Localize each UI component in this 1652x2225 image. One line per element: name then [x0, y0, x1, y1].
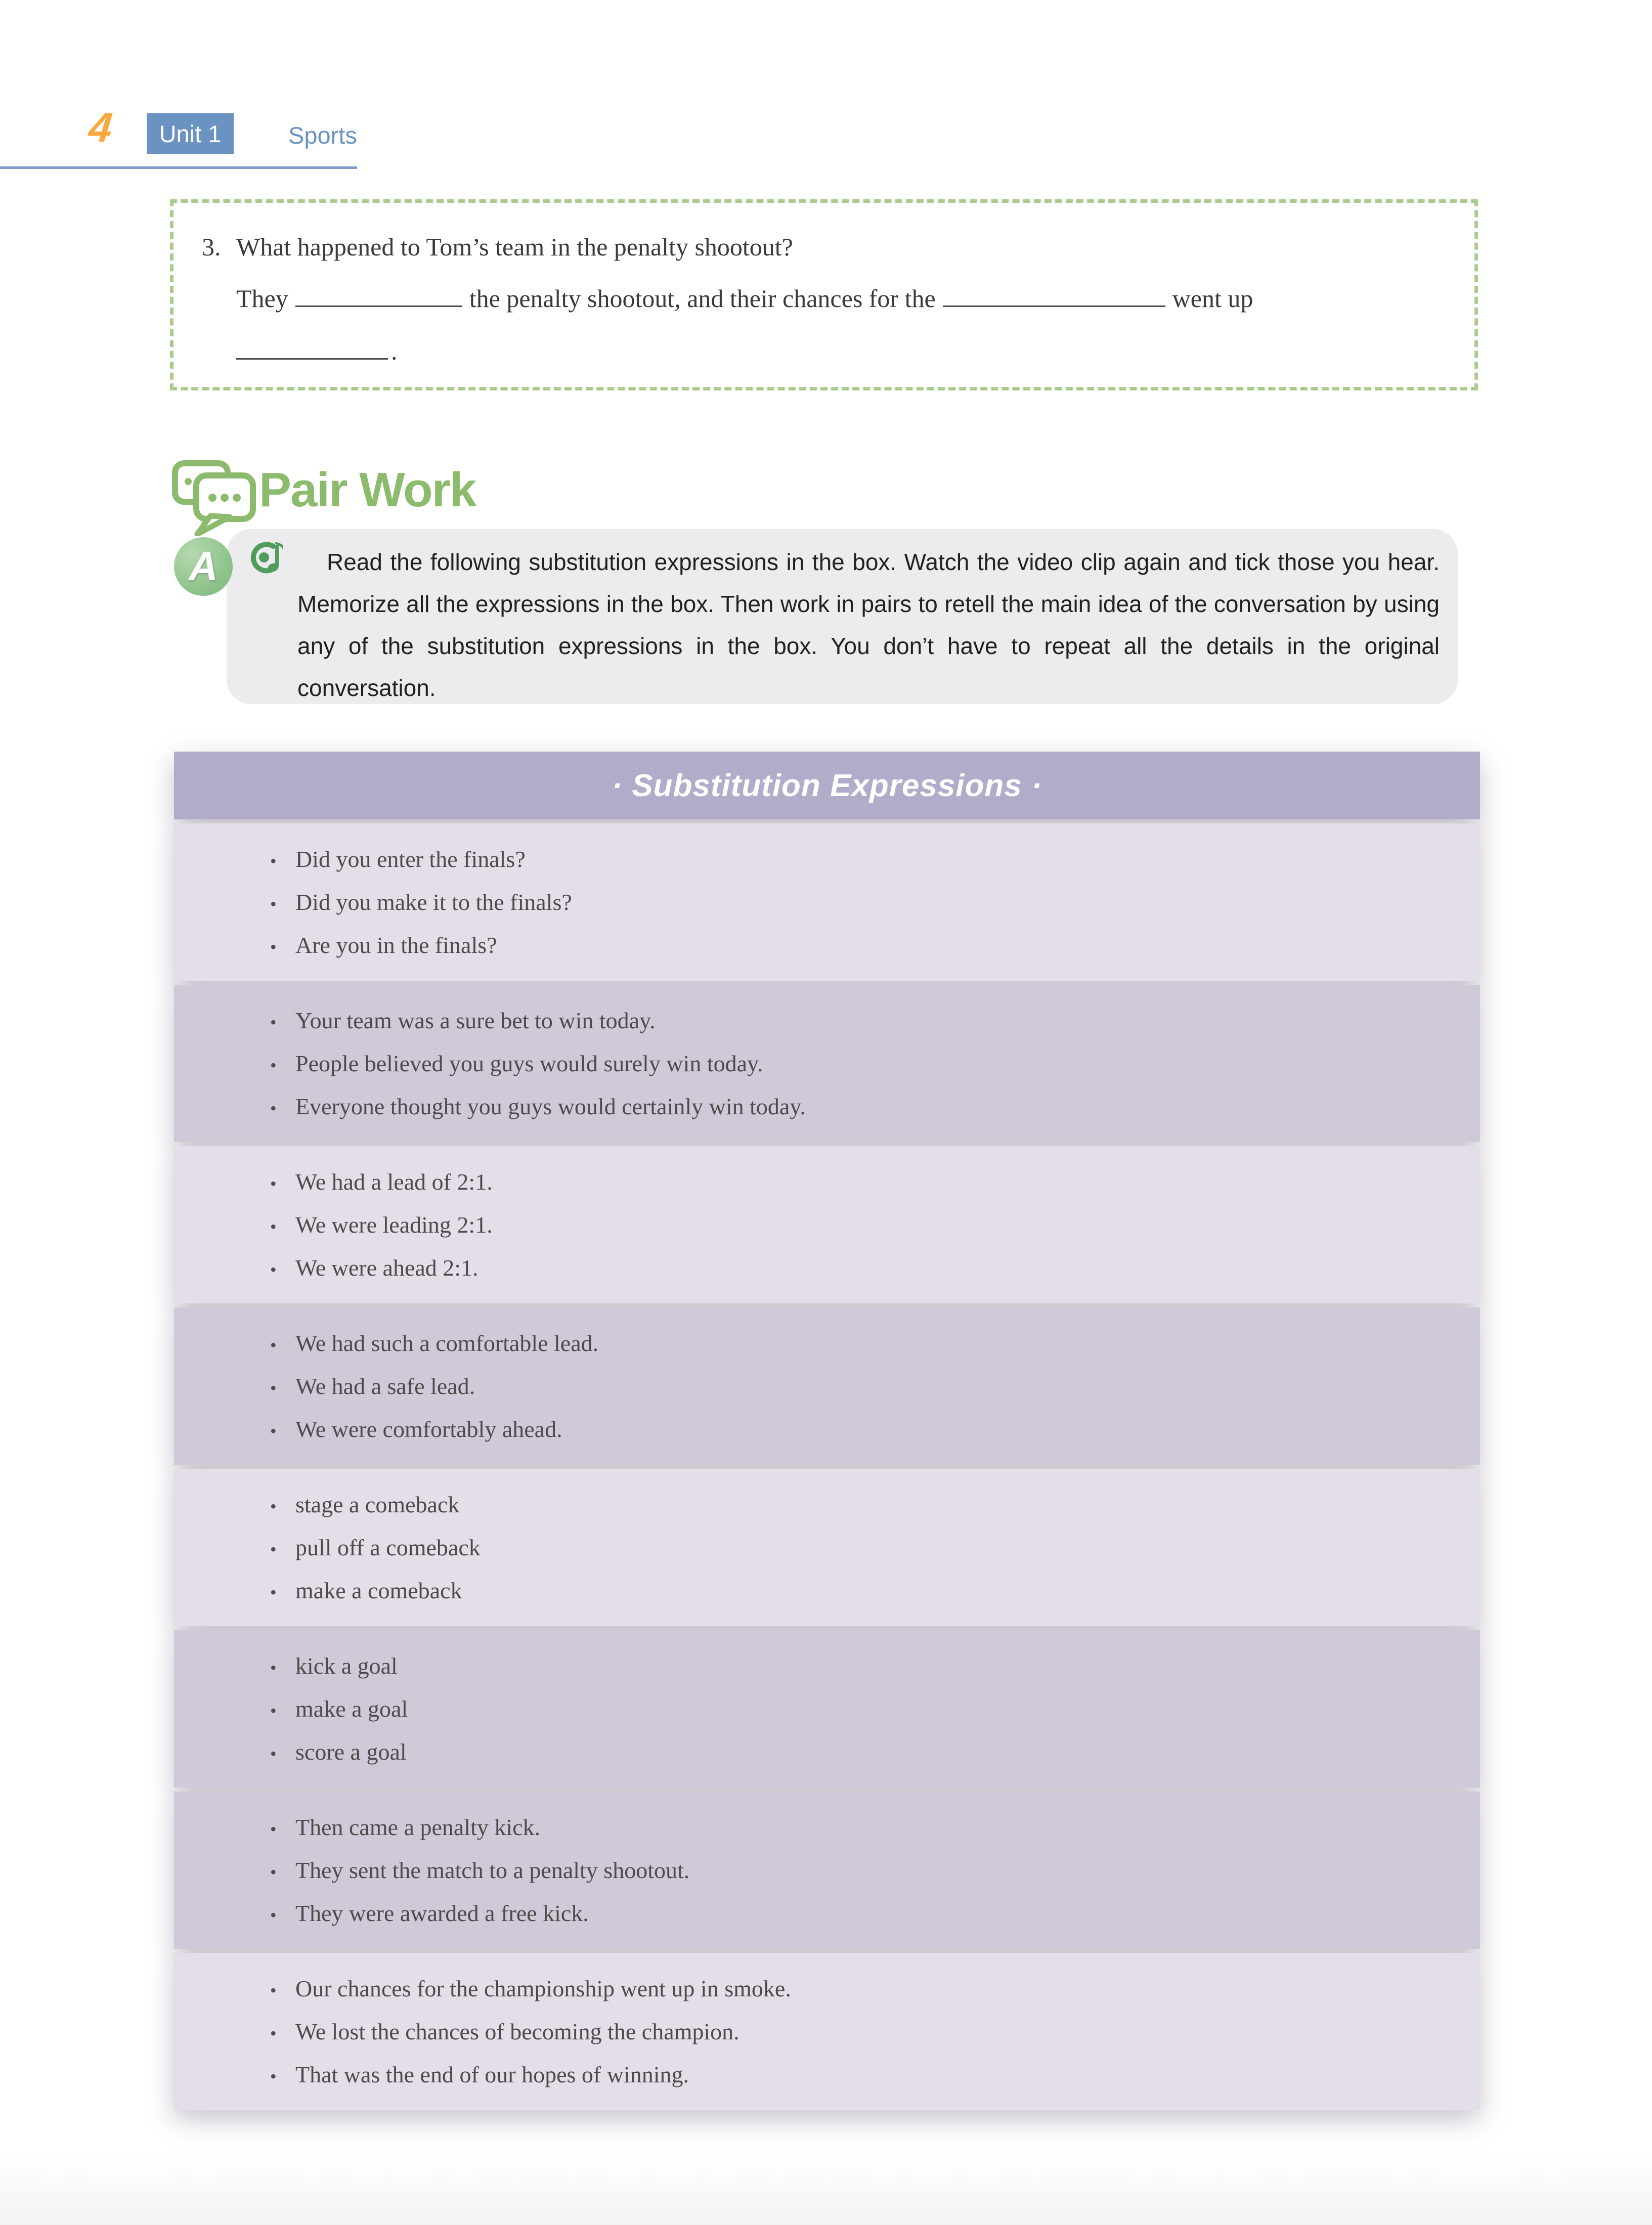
expression-item	[174, 925, 1480, 968]
bullet-icon: •	[270, 1862, 277, 1882]
task-label: A	[189, 544, 218, 589]
bullet-icon: •	[270, 1098, 277, 1118]
expression-text: We had such a comfortable lead.	[295, 1330, 599, 1356]
bullet-icon: •	[270, 2066, 277, 2086]
expression-text: make a comeback	[295, 1578, 462, 1603]
expression-item	[174, 1323, 1480, 1366]
expression-item	[174, 1086, 1480, 1129]
task-a-badge	[174, 537, 233, 596]
expression-group	[174, 1630, 1480, 1787]
expression-text: We had a safe lead.	[295, 1373, 475, 1399]
expression-item	[174, 1043, 1480, 1086]
expression-group	[174, 1953, 1480, 2110]
bullet-icon: •	[270, 851, 277, 871]
expression-item	[174, 1484, 1480, 1527]
question-line	[202, 232, 1446, 261]
expression-text: Then came a penalty kick.	[295, 1814, 541, 1840]
expression-item	[174, 1366, 1480, 1409]
instruction-text: Read the following substitution expressions in the box. Watch the video clip again and tick those you hear. Memorize all the expressions in the box. Then work in pairs to retell the main idea of the conversation by using any of the substitution expressions in the box. You don’t have to repeat all the details in the original conversation.	[297, 549, 1440, 701]
answer-period: .	[391, 337, 398, 365]
bullet-icon: •	[270, 2023, 277, 2043]
bullet-icon: •	[270, 1421, 277, 1441]
expression-item	[174, 1688, 1480, 1731]
expression-item	[174, 1731, 1480, 1774]
expression-text: kick a goal	[295, 1653, 398, 1679]
expression-group	[174, 1792, 1480, 1949]
expression-item	[174, 2054, 1480, 2097]
expression-item	[174, 1645, 1480, 1688]
question-box	[170, 199, 1478, 390]
expression-text: We lost the chances of becoming the champion.	[295, 2019, 740, 2044]
answer-blank	[943, 287, 1165, 307]
expression-item	[174, 1204, 1480, 1247]
expression-item	[174, 1000, 1480, 1043]
bullet-icon: •	[270, 1700, 277, 1721]
answer-line	[236, 284, 1446, 313]
expression-text: They sent the match to a penalty shootout.	[295, 1857, 690, 1883]
question-text: What happened to Tom’s team in the penalty shootout?	[236, 233, 793, 261]
expression-group	[174, 1469, 1480, 1626]
expression-text: That was the end of our hopes of winning.	[295, 2062, 689, 2087]
expression-text: We were ahead 2:1.	[295, 1255, 479, 1281]
expression-text: We were leading 2:1.	[295, 1212, 493, 1238]
bullet-icon: •	[270, 1378, 277, 1398]
expression-item	[174, 2011, 1480, 2054]
expression-text: We were comfortably ahead.	[295, 1416, 562, 1442]
bullet-icon: •	[270, 937, 277, 957]
speech-bubbles-icon	[171, 459, 256, 539]
bullet-icon: •	[270, 1012, 277, 1032]
page-bottom-shade	[0, 2154, 1652, 2225]
table-title: · Substitution Expressions ·	[174, 752, 1480, 819]
expression-group	[174, 985, 1480, 1142]
answer-blank	[236, 339, 388, 360]
expression-item	[174, 1850, 1480, 1893]
header-divider	[0, 166, 357, 169]
answer-line	[236, 336, 1446, 366]
expression-text: People believed you guys would surely win today.	[295, 1051, 763, 1076]
expression-text: Your team was a sure bet to win today.	[295, 1008, 656, 1033]
expression-text: score a goal	[295, 1739, 407, 1765]
expression-text: We had a lead of 2:1.	[295, 1169, 493, 1195]
expression-text: Did you make it to the finals?	[295, 889, 572, 915]
expression-group	[174, 1307, 1480, 1465]
expressions-table	[174, 752, 1480, 2110]
expression-item	[174, 882, 1480, 925]
expression-item	[174, 1570, 1480, 1613]
expression-item	[174, 1247, 1480, 1290]
expression-text: Our chances for the championship went up in smoke.	[295, 1976, 791, 2001]
answer-segment: They	[236, 284, 288, 313]
bullet-icon: •	[270, 1539, 277, 1559]
section-title: Pair Work	[259, 463, 476, 517]
expression-item	[174, 1968, 1480, 2011]
expressions-groups	[174, 823, 1480, 2110]
expression-item	[174, 1807, 1480, 1850]
expression-group	[174, 823, 1480, 981]
bullet-icon: •	[270, 1582, 277, 1602]
bullet-icon: •	[270, 1335, 277, 1355]
bullet-icon: •	[270, 1905, 277, 1925]
bullet-icon: •	[270, 1216, 277, 1237]
question-number: 3.	[202, 233, 221, 261]
bullet-icon: •	[270, 1743, 277, 1764]
audio-note-icon	[249, 540, 285, 579]
expression-text: Did you enter the finals?	[295, 846, 526, 872]
expression-text: make a goal	[295, 1696, 408, 1722]
expression-text: Are you in the finals?	[295, 932, 497, 958]
expression-text: They were awarded a free kick.	[295, 1900, 589, 1926]
expression-item	[174, 1527, 1480, 1570]
bullet-icon: •	[270, 1173, 277, 1194]
bullet-icon: •	[270, 1819, 277, 1839]
expression-item	[174, 839, 1480, 882]
unit-label: Unit 1	[159, 120, 222, 147]
unit-topic: Sports	[288, 122, 357, 149]
bullet-icon: •	[270, 1496, 277, 1516]
bullet-icon: •	[270, 1657, 277, 1678]
answer-blank	[295, 287, 462, 307]
bullet-icon: •	[270, 1980, 277, 2000]
expression-text: Everyone thought you guys would certainly win today.	[295, 1094, 806, 1119]
expression-text: stage a comeback	[295, 1492, 460, 1517]
bullet-icon: •	[270, 1259, 277, 1280]
answer-segment: went up	[1172, 284, 1253, 313]
expression-text: pull off a comeback	[295, 1535, 481, 1560]
page-number: 4	[86, 105, 115, 151]
bullet-icon: •	[270, 894, 277, 914]
answer-segment: the penalty shootout, and their chances for the	[469, 284, 936, 313]
expression-item	[174, 1409, 1480, 1452]
unit-label-badge	[147, 113, 234, 154]
expression-group	[174, 1146, 1480, 1303]
bullet-icon: •	[270, 1055, 277, 1075]
expression-item	[174, 1893, 1480, 1936]
expression-item	[174, 1161, 1480, 1204]
